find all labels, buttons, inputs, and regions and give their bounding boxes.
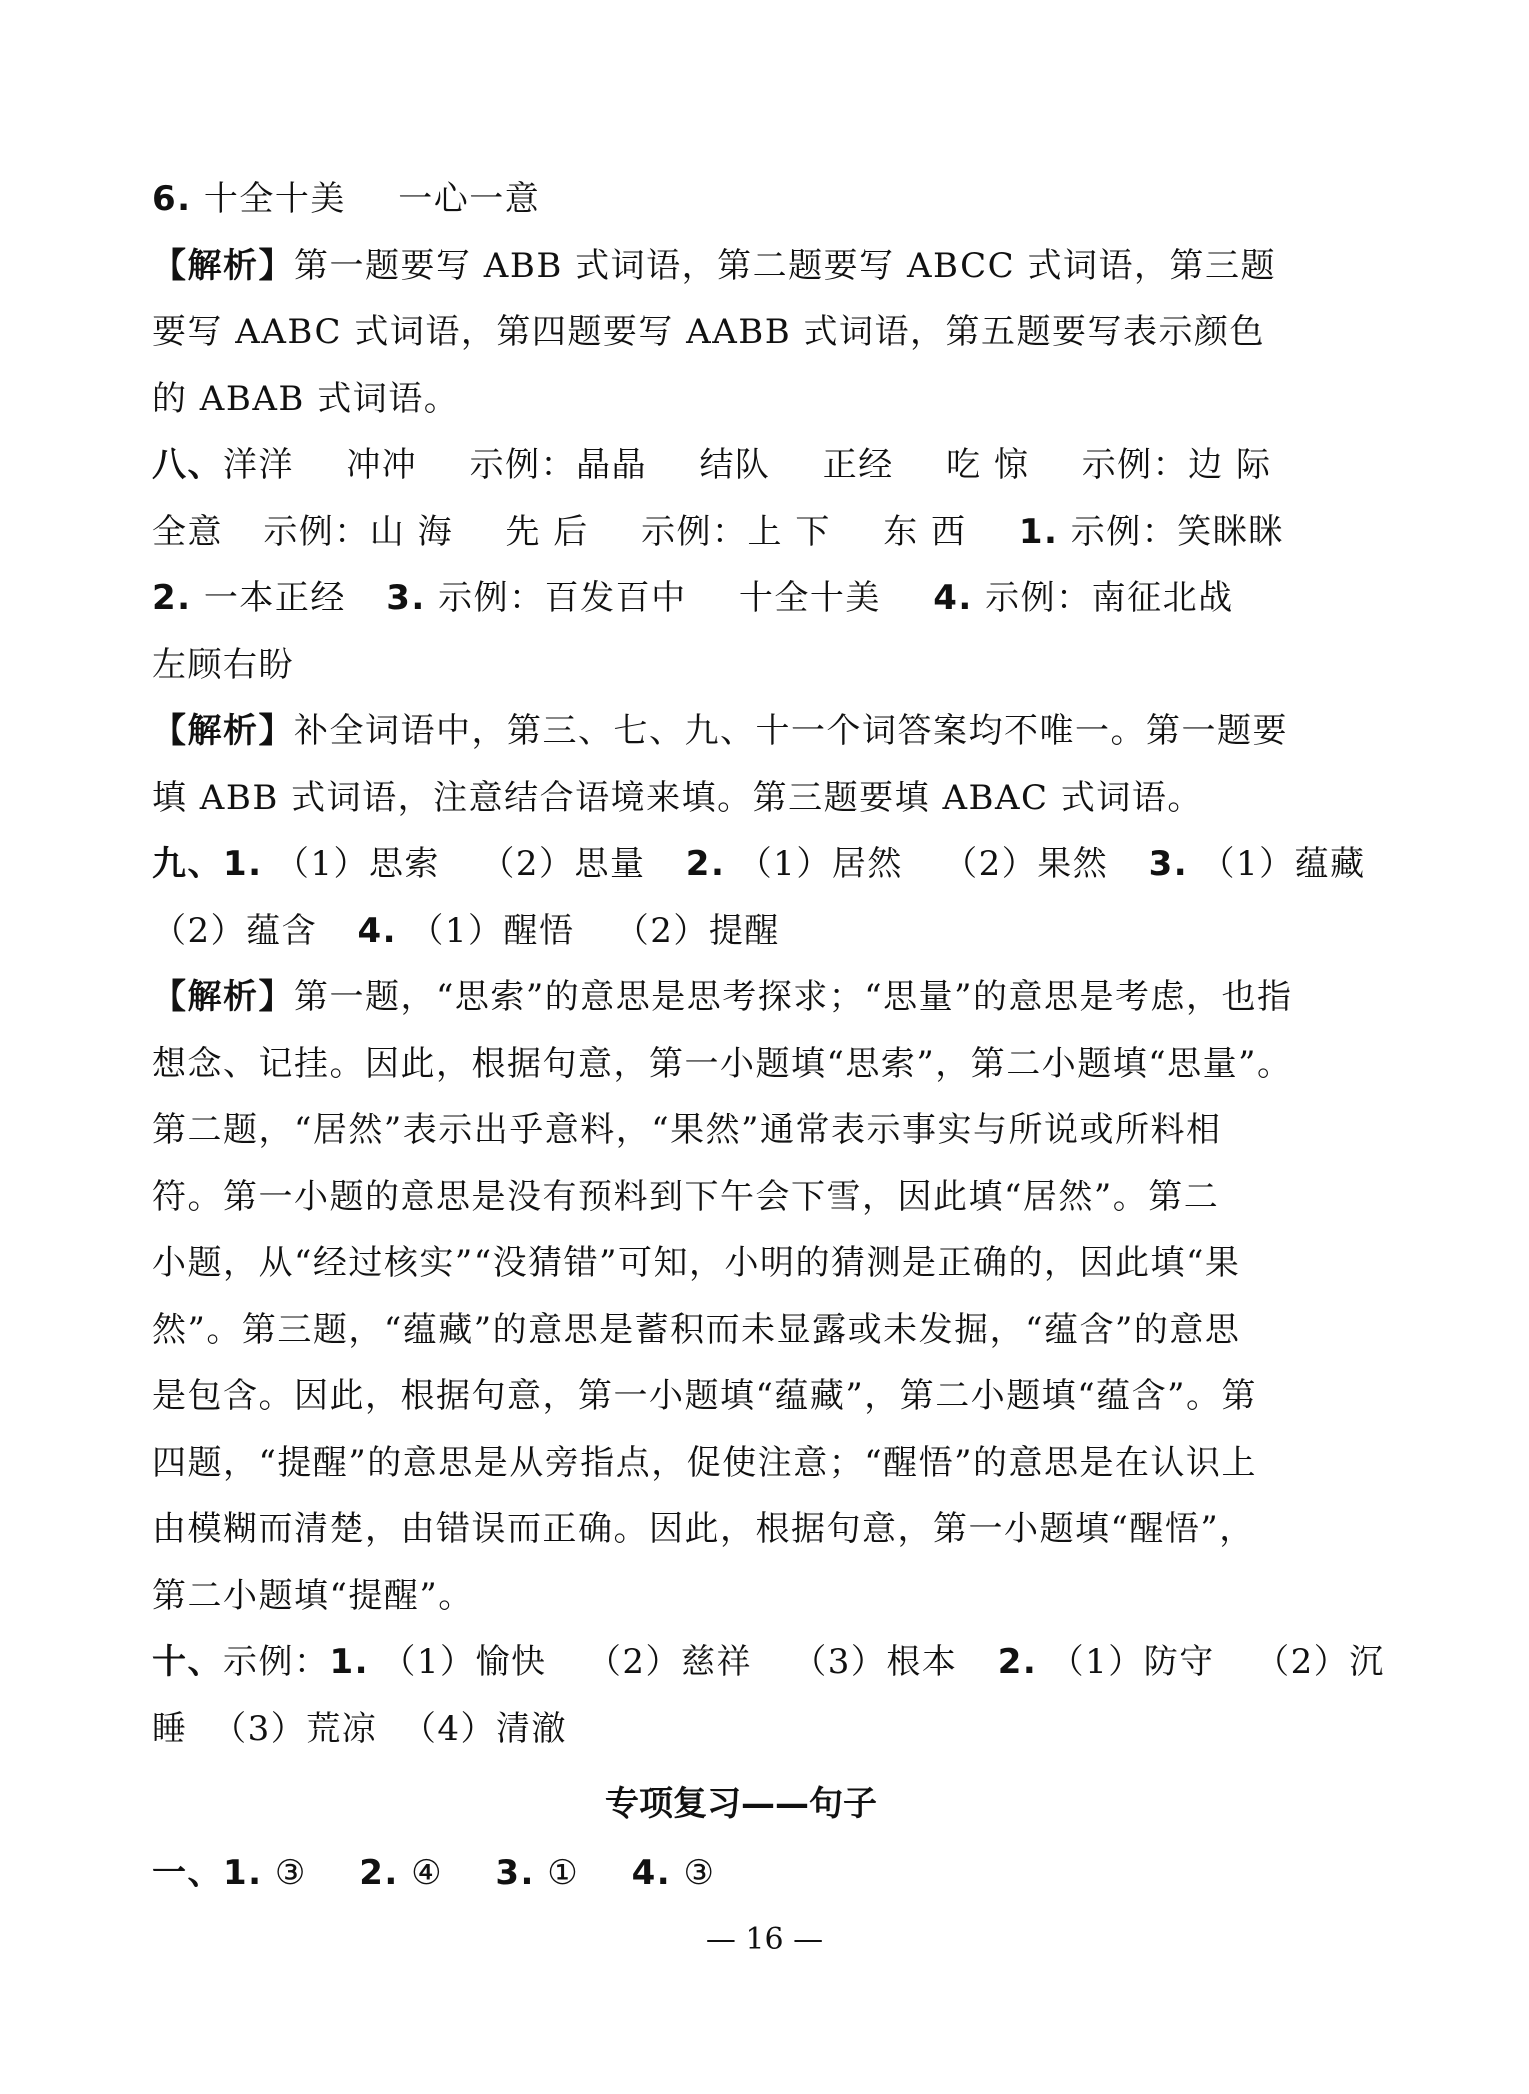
item-number: 6. (152, 179, 192, 219)
answer-line-8 (152, 432, 1330, 499)
item-number: 4. (933, 578, 973, 618)
answer-line (152, 1696, 1330, 1763)
answer-line (152, 565, 1330, 632)
section-title: 专项复习——句子 (605, 1784, 877, 1824)
item-number: 1. (223, 1853, 263, 1893)
answer-text: 洋洋 (223, 445, 294, 485)
item-number: 4. (357, 910, 398, 951)
answer-line-final (152, 1840, 1330, 1907)
answer-line-6 (152, 166, 1330, 233)
analysis-line (152, 1164, 1330, 1231)
item-number: 3. (495, 1853, 535, 1893)
analysis-text: 的 ABAB 式词语。 (152, 378, 460, 419)
answer-text: 东 西 (883, 511, 967, 552)
analysis-text: 由模糊而清楚，由错误而正确。因此，根据句意，第一小题填“醒悟”， (152, 1509, 1255, 1549)
analysis-text: 想念、记挂。因此，根据句意，第一小题填“思索”，第二小题填“思量”。 (152, 1043, 1293, 1084)
section-number: 九、 (152, 844, 223, 884)
analysis-line (152, 698, 1330, 765)
item-number: 3. (1148, 844, 1189, 884)
answer-line-10 (152, 1629, 1385, 1696)
answer-line-9 (152, 831, 1366, 898)
analysis-text: 第一题，“思索”的意思是思考探求；“思量”的意思是考虑，也指 (294, 977, 1293, 1017)
answer-text: ③ (683, 1853, 716, 1893)
answer-text: ① (547, 1853, 580, 1893)
answer-text: 示例：百发百中 (438, 578, 687, 618)
analysis-tag: 【解析】 (152, 711, 294, 751)
answer-text: 一本正经 (203, 578, 346, 618)
answer-text: 结队 (699, 445, 771, 485)
item-number: 1. (329, 1642, 370, 1682)
analysis-text: 然”。第三题，“蕴藏”的意思是蓄积而未显露或未发掘，“蕴含”的意思 (152, 1309, 1241, 1350)
analysis-line (152, 1363, 1330, 1430)
answer-text: 全意 (152, 511, 223, 552)
item-number: 2. (359, 1853, 399, 1893)
answer-text: 示例：山 海 (263, 511, 454, 552)
answer-line (152, 499, 1330, 566)
analysis-line (152, 1297, 1330, 1364)
answer-text: 吃 惊 (946, 445, 1030, 485)
analysis-line (152, 1430, 1330, 1497)
analysis-text: 第一题要写 ABB 式词语，第二题要写 ABCC 式词语，第三题 (294, 245, 1276, 286)
analysis-line (152, 1097, 1330, 1164)
answer-page (152, 166, 1385, 1907)
answer-text: 冲冲 (346, 445, 418, 485)
answer-text: ④ (411, 1853, 444, 1893)
answer-text: 十全十美 (203, 179, 346, 219)
analysis-line (152, 1563, 1330, 1630)
analysis-text: 四题，“提醒”的意思是从旁指点，促使注意；“醒悟”的意思是在认识上 (152, 1442, 1258, 1483)
answer-text: 一心一意 (398, 179, 541, 219)
answer-text: （1）醒悟 (409, 910, 575, 951)
item-number: 4. (631, 1853, 672, 1893)
analysis-tag: 【解析】 (152, 977, 294, 1017)
answer-text: 示例：晶晶 (469, 445, 648, 485)
answer-text: （1）愉快 (381, 1642, 547, 1682)
answer-text: （2）果然 (943, 844, 1109, 884)
analysis-line (152, 1031, 1330, 1098)
analysis-line (152, 233, 1330, 300)
analysis-line (152, 1496, 1330, 1563)
answer-line (152, 898, 1330, 965)
analysis-line (152, 1230, 1330, 1297)
analysis-text: 符。第一小题的意思是没有预料到下午会下雪，因此填“居然”。第二 (152, 1176, 1220, 1217)
analysis-text: 第二题，“居然”表示出乎意料，“果然”通常表示事实与所说或所料相 (152, 1110, 1222, 1150)
answer-text: 十全十美 (738, 578, 881, 618)
answer-text: 正经 (822, 445, 894, 485)
analysis-line (152, 299, 1330, 366)
answer-text: 左顾右盼 (152, 644, 294, 685)
item-number: 2. (997, 1642, 1038, 1682)
item-number: 2. (152, 578, 192, 618)
analysis-text: 要写 AABC 式词语，第四题要写 AABB 式词语，第五题要写表示颜色 (152, 312, 1266, 352)
analysis-text: 小题，从“经过核实”“没猜错”可知，小明的猜测是正确的，因此填“果 (152, 1243, 1241, 1283)
answer-text: （2）蕴含 (152, 910, 318, 951)
answer-text: （1）思索 (274, 844, 441, 884)
analysis-text: 是包含。因此，根据句意，第一小题填“蕴藏”，第二小题填“蕴含”。第 (152, 1376, 1258, 1416)
item-number: 2. (685, 844, 726, 884)
analysis-text: 第二小题填“提醒”。 (152, 1575, 474, 1616)
answer-text: （2）沉 (1255, 1642, 1385, 1682)
answer-text: 示例：边 际 (1081, 445, 1272, 485)
analysis-tag: 【解析】 (152, 245, 294, 286)
answer-text: 先 后 (505, 511, 589, 552)
answer-text: （2）思量 (480, 844, 646, 884)
answer-text: 睡 （3）荒凉 （4）清澈 (152, 1708, 567, 1749)
analysis-text: 填 ABB 式词语，注意结合语境来填。第三题要填 ABAC 式词语。 (152, 777, 1203, 818)
answer-text: ③ (274, 1853, 307, 1893)
section-number: 一、 (152, 1853, 223, 1893)
answer-text: （2）慈祥 (586, 1642, 752, 1682)
item-number: 1. (1018, 511, 1059, 552)
analysis-line (152, 964, 1330, 1031)
analysis-line (152, 366, 1330, 433)
answer-text: （3）根本 (792, 1642, 958, 1682)
answer-text: （1）居然 (737, 844, 903, 884)
answer-text: （2）提醒 (614, 910, 780, 951)
page-number: — 16 — (705, 1922, 824, 1957)
item-number: 3. (386, 578, 426, 618)
section-number: 八、 (152, 445, 223, 485)
example-label: 示例： (223, 1642, 330, 1682)
answer-text: 示例：笑眯眯 (1070, 511, 1284, 552)
analysis-line (152, 765, 1330, 832)
answer-text: 示例：南征北战 (985, 578, 1234, 618)
answer-line (152, 632, 1330, 699)
analysis-text: 补全词语中，第三、七、九、十一个词答案均不唯一。第一题要 (294, 711, 1288, 751)
answer-text: （1）蕴藏 (1200, 844, 1366, 884)
answer-text: （1）防守 (1049, 1642, 1215, 1682)
section-number: 十、 (152, 1642, 223, 1682)
item-number: 1. (223, 844, 263, 884)
answer-text: 示例：上 下 (641, 511, 831, 552)
